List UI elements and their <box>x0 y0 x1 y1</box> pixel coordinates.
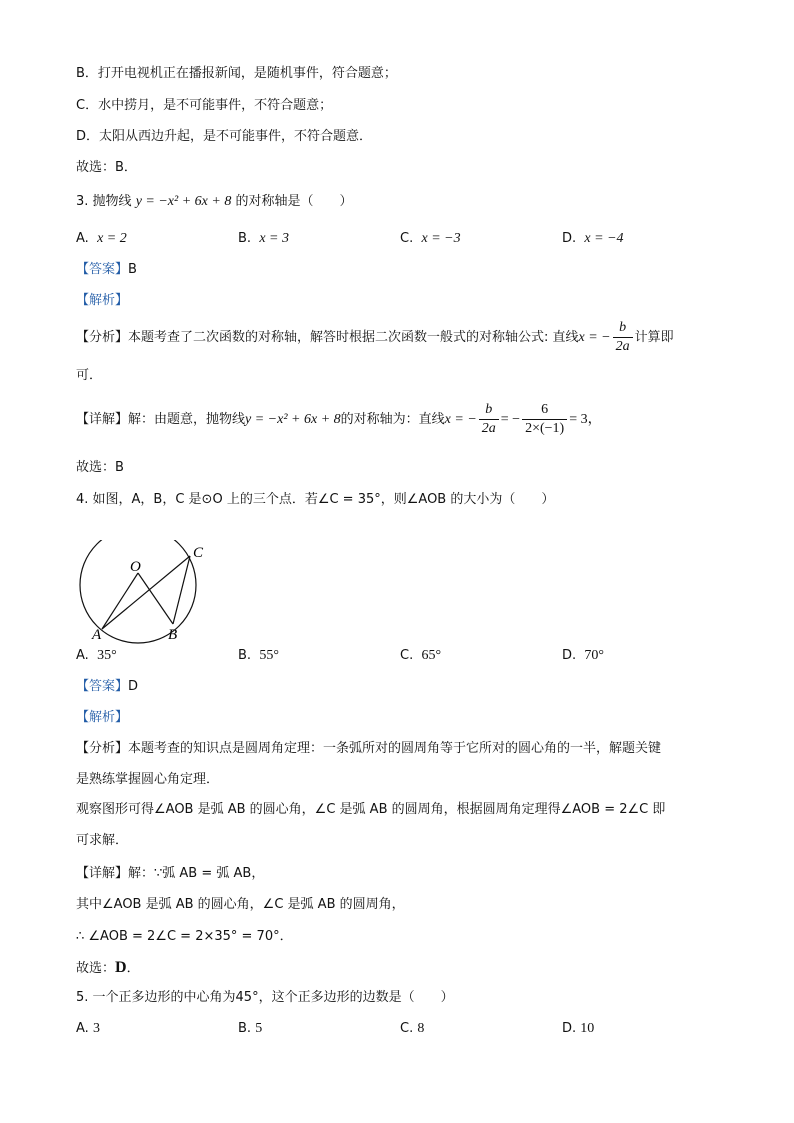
choice-prefix: 故选： <box>76 961 116 976</box>
q4-detail-line3: ∴ ∠AOB = 2∠C = 2×35° = 70°． <box>76 929 293 944</box>
fraction-denominator: 2a <box>615 339 630 354</box>
q3-analysis-tag: 【解析】 <box>76 293 129 308</box>
q3-fenxi <box>76 318 674 358</box>
detail-lhs: x = − <box>444 412 477 427</box>
segment-bc <box>173 556 190 624</box>
q4-choice <box>76 958 140 979</box>
option-value: x = −3 <box>421 231 461 246</box>
detail-formula: y = −x² + 6x + 8 <box>245 412 341 427</box>
option-label: D. <box>562 1021 577 1036</box>
q4-option-b <box>238 646 279 666</box>
answer-value: D <box>128 679 139 694</box>
detail-fraction-2 <box>522 401 567 438</box>
q4-fenxi-line1: 【分析】本题考查的知识点是圆周角定理：一条弧所对的圆周角等于它所对的圆心角的一半，解题关键 <box>76 741 662 756</box>
q4-option-d <box>562 646 604 666</box>
q5-option-c <box>400 1019 424 1039</box>
option-value: 35° <box>97 648 117 663</box>
q3-option-d <box>562 229 624 249</box>
option-value: 8 <box>417 1021 425 1036</box>
q3-choice: 故选：B <box>76 460 124 475</box>
q4-detail-line1: 【详解】解：∵弧 AB = 弧 AB， <box>76 866 265 881</box>
circle-figure <box>72 540 222 644</box>
q3-option-b <box>238 229 289 249</box>
q5-option-a <box>76 1019 100 1039</box>
q3-detail <box>76 398 602 442</box>
answer-value: B <box>128 262 137 277</box>
option-value: 3 <box>92 1021 100 1036</box>
fraction-numerator: 6 <box>522 401 567 420</box>
q5-stem: 5. 一个正多边形的中心角为45°，这个正多边形的边数是（ ） <box>76 990 454 1005</box>
segment-oa <box>102 573 138 629</box>
fraction-numerator: b <box>613 319 633 338</box>
label-c: C <box>193 545 204 561</box>
option-label: A. <box>76 231 89 246</box>
q4-observe-line1: 观察图形可得∠AOB 是弧 AB 的圆心角，∠C 是弧 AB 的圆周角，根据圆周角定理得∠AOB = 2∠C 即 <box>76 802 666 817</box>
q4-detail-line2: 其中∠AOB 是弧 AB 的圆心角，∠C 是弧 AB 的圆周角， <box>76 897 405 912</box>
q2-option-b-explanation: B．打开电视机正在播报新闻，是随机事件，符合题意； <box>76 66 397 81</box>
detail-mid: 的对称轴为：直线 <box>340 412 445 427</box>
q5-option-d <box>562 1019 594 1039</box>
option-value: 10 <box>580 1021 595 1036</box>
q5-option-b <box>238 1019 262 1039</box>
option-value: 5 <box>255 1021 263 1036</box>
fenxi-formula-lhs: x = − <box>578 330 611 345</box>
q3-stem-formula: y = −x² + 6x + 8 <box>135 194 232 209</box>
q3-stem <box>76 192 352 212</box>
q4-fenxi-line2: 是熟练掌握圆心角定理． <box>76 772 220 787</box>
detail-prefix: 【详解】解：由题意，抛物线 <box>76 412 246 427</box>
q4-observe-line2: 可求解． <box>76 833 129 848</box>
detail-eq2: = − <box>500 412 521 427</box>
option-label: C. <box>400 1021 414 1036</box>
option-label: A. <box>76 648 89 663</box>
fraction-denominator: 2a <box>481 421 496 436</box>
segment-ob <box>138 573 173 624</box>
option-label: D. <box>562 648 577 663</box>
choice-suffix: ． <box>126 961 140 976</box>
fraction-denominator: 2×(−1) <box>525 421 565 436</box>
option-value: x = −4 <box>584 231 624 246</box>
option-value: 65° <box>421 648 442 663</box>
answer-tag: 【答案】 <box>76 262 129 277</box>
q4-answer <box>76 677 138 697</box>
option-value: x = 3 <box>259 231 289 246</box>
label-a: A <box>92 627 102 643</box>
option-label: A. <box>76 1021 89 1036</box>
fenxi-end: 计算即 <box>634 330 674 345</box>
label-b: B <box>168 627 178 643</box>
q3-stem-prefix: 3. 抛物线 <box>76 194 132 209</box>
detail-fraction-1 <box>479 401 499 438</box>
option-label: B. <box>238 231 252 246</box>
option-value: 70° <box>584 648 605 663</box>
option-label: D. <box>562 231 577 246</box>
option-label: C. <box>400 648 414 663</box>
q3-option-a <box>76 229 127 249</box>
q2-option-c-explanation: C．水中捞月，是不可能事件，不符合题意； <box>76 98 333 113</box>
option-label: C. <box>400 231 414 246</box>
q3-fenxi-line2: 可． <box>76 368 103 383</box>
fenxi-text: 【分析】本题考查了二次函数的对称轴，解答时根据二次函数一般式的对称轴公式: 直线 <box>76 330 579 345</box>
answer-tag: 【答案】 <box>76 679 129 694</box>
q3-answer <box>76 260 137 280</box>
q4-option-a <box>76 646 117 666</box>
segment-ac <box>102 556 190 629</box>
fraction-numerator: b <box>479 401 499 420</box>
q3-stem-suffix: 的对称轴是（ ） <box>235 194 353 209</box>
q3-option-c <box>400 229 461 249</box>
fenxi-fraction <box>613 319 633 356</box>
option-label: B. <box>238 1021 252 1036</box>
q4-analysis-tag: 【解析】 <box>76 710 129 725</box>
q4-stem: 4. 如图，A，B，C 是⊙O 上的三个点．若∠C = 35°，则∠AOB 的大小为（ ） <box>76 492 555 507</box>
label-o: O <box>130 559 141 575</box>
detail-result: = 3， <box>569 412 602 427</box>
choice-letter: D <box>115 959 127 976</box>
option-label: B. <box>238 648 252 663</box>
option-value: 55° <box>259 648 279 663</box>
q4-option-c <box>400 646 441 666</box>
q2-option-d-explanation: D．太阳从西边升起，是不可能事件，不符合题意． <box>76 129 373 144</box>
q2-choice: 故选：B． <box>76 160 137 175</box>
option-value: x = 2 <box>97 231 127 246</box>
